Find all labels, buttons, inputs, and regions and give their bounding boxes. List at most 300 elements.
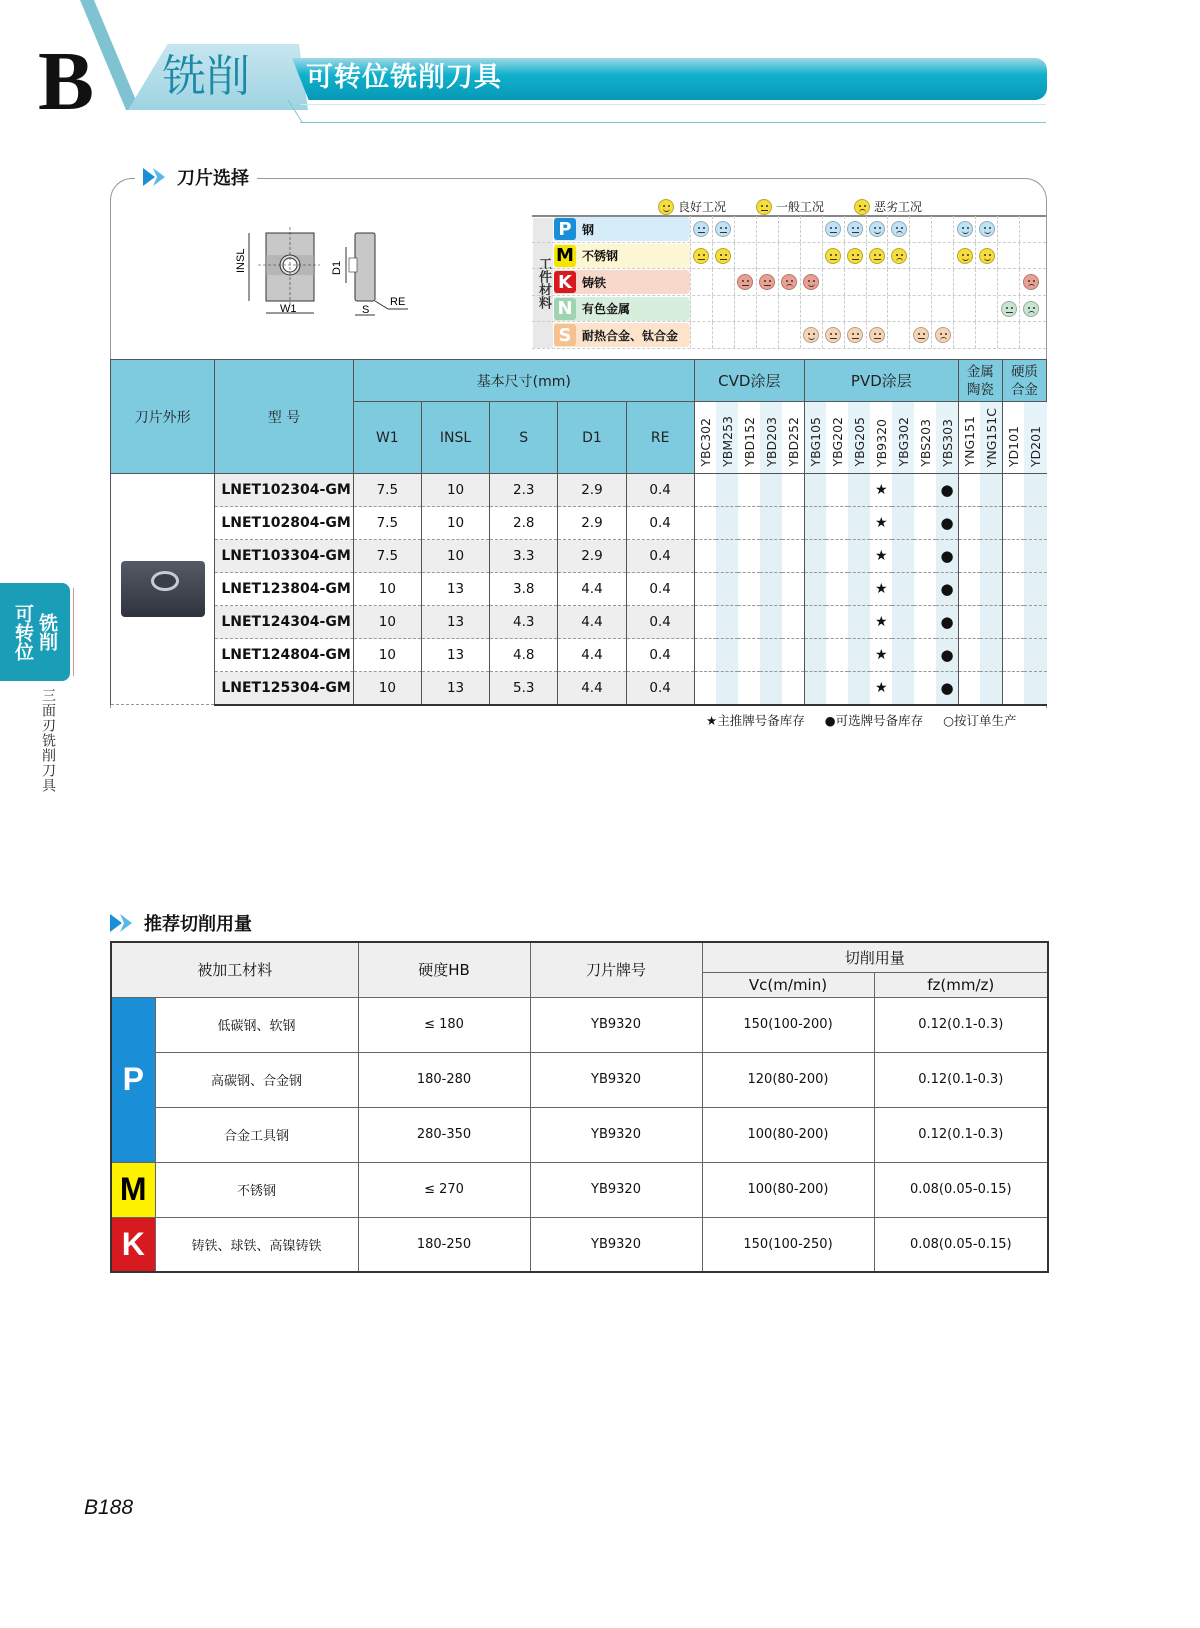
neutral-face-icon [847, 327, 863, 343]
grade-cell: YB9320 [530, 1162, 702, 1217]
bad-face-icon [891, 248, 907, 264]
grade-header-ybd252 [782, 402, 804, 474]
dim-cell-re: 0.4 [626, 639, 694, 672]
double-chevron-icon [110, 914, 138, 932]
grade-cell-ybc302 [694, 606, 716, 639]
condition-cell [690, 322, 712, 348]
condition-cell [800, 296, 822, 322]
model-cell: LNET123804-GM [215, 573, 353, 606]
grade-group-header [1002, 360, 1046, 402]
grade-cell: YB9320 [530, 1217, 702, 1272]
dim-cell-s: 3.3 [490, 540, 558, 573]
material-cell: 不锈钢 [155, 1162, 358, 1217]
dim-cell-s: 2.3 [490, 474, 558, 507]
legend-bad [854, 198, 922, 215]
grade-group-label: PVD涂层 [850, 372, 912, 390]
grade-cell-ybg205 [848, 474, 870, 507]
material-name: 不锈钢 [582, 249, 619, 263]
grade-cell-ybs203 [914, 672, 936, 705]
condition-cell [909, 243, 931, 269]
section-title: 推荐切削用量 [144, 914, 252, 935]
condition-cell [712, 216, 734, 242]
condition-cell [931, 322, 953, 348]
condition-cell [887, 243, 909, 269]
svg-text:S: S [362, 304, 370, 316]
good-face-icon [869, 221, 885, 237]
grade-cell-ybs303: ● [936, 606, 958, 639]
material-condition-table [532, 216, 1046, 349]
grade-cell-ybd252 [782, 540, 804, 573]
grade-cell-yd101 [1002, 540, 1024, 573]
section-title: 刀片选择 [177, 168, 249, 189]
table-row [111, 606, 1047, 639]
grade-cell-yd101 [1002, 507, 1024, 540]
grade-header-ybs303 [936, 402, 958, 474]
material-cell: 低碳钢、软钢 [155, 997, 358, 1052]
bad-face-icon [1023, 274, 1039, 290]
grade-cell: YB9320 [530, 997, 702, 1052]
vc-cell: 150(100-250) [702, 1217, 874, 1272]
neutral-face-icon [693, 221, 709, 237]
side-tab-indexable-milling[interactable] [0, 583, 70, 681]
double-chevron-icon [143, 168, 171, 186]
grade-cell-yd101 [1002, 672, 1024, 705]
grade-label: YBC302 [698, 418, 714, 467]
grade-cell-yd201 [1024, 573, 1046, 606]
grade-label: YBG202 [829, 417, 845, 467]
legend-good [658, 198, 726, 215]
neutral-face-icon [715, 221, 731, 237]
legend-label: 良好工况 [678, 200, 727, 214]
legend-label: 一般工况 [776, 200, 825, 214]
condition-cell [909, 322, 931, 348]
grade-cell-ybg302 [892, 573, 914, 606]
grade-cell-ybs203 [914, 573, 936, 606]
grade-cell-yng151 [958, 474, 980, 507]
neutral-face-icon [693, 248, 709, 264]
condition-cell [953, 269, 975, 295]
dim-cell-w1: 10 [353, 672, 421, 705]
grade-header-yd201 [1024, 402, 1046, 474]
condition-cell [997, 296, 1019, 322]
material-label [554, 244, 690, 268]
model-cell: LNET103304-GM [215, 540, 353, 573]
grade-cell-ybd152 [738, 606, 760, 639]
col-header-model: 型 号 [215, 360, 353, 474]
dim-cell-s: 4.8 [490, 639, 558, 672]
condition-cell [800, 216, 822, 242]
grade-header-yb9320 [870, 402, 892, 474]
dim-cell-re: 0.4 [626, 507, 694, 540]
grade-cell-ybg205 [848, 540, 870, 573]
model-cell: LNET102304-GM [215, 474, 353, 507]
dim-cell-s: 4.3 [490, 606, 558, 639]
grade-cell-yd201 [1024, 606, 1046, 639]
material-name: 铸铁 [582, 275, 607, 290]
grade-label: YBD152 [741, 417, 757, 467]
side-tab-divider [73, 588, 74, 676]
grade-cell-yng151 [958, 540, 980, 573]
condition-cell [756, 296, 778, 322]
neutral-face-icon [737, 274, 753, 290]
grade-header-ybg205 [848, 402, 870, 474]
condition-cell [953, 243, 975, 269]
dim-cell-insl: 13 [421, 573, 489, 606]
condition-cell [866, 243, 888, 269]
material-name: 耐热合金、钛合金 [582, 328, 679, 343]
grade-cell-yd201 [1024, 540, 1046, 573]
col-header-hardness: 硬度HB [358, 942, 530, 997]
condition-cell [975, 322, 997, 348]
grade-cell-ybd203 [760, 540, 782, 573]
condition-cell [778, 243, 800, 269]
grade-cell-ybg105 [804, 474, 826, 507]
dim-cell-w1: 7.5 [353, 507, 421, 540]
grade-cell-ybd152 [738, 639, 760, 672]
grade-header-ybd152 [738, 402, 760, 474]
material-row-m [532, 243, 1046, 270]
grade-cell-ybg202 [826, 474, 848, 507]
condition-cell [887, 269, 909, 295]
neutral-face-icon [759, 274, 775, 290]
condition-cell [866, 216, 888, 242]
material-group-k: K [111, 1217, 155, 1272]
table-row [111, 639, 1047, 672]
condition-cell [756, 216, 778, 242]
dim-cell-d1: 2.9 [558, 540, 626, 573]
dim-cell-insl: 10 [421, 474, 489, 507]
grade-cell-ybc302 [694, 672, 716, 705]
grade-cell-yb9320: ★ [870, 540, 892, 573]
hardness-cell: ≤ 180 [358, 997, 530, 1052]
grade-cell-yb9320: ★ [870, 672, 892, 705]
condition-cell [887, 216, 909, 242]
condition-cell [997, 322, 1019, 348]
grade-cell-ybs303: ● [936, 474, 958, 507]
col-header-shape: 刀片外形 [111, 360, 215, 474]
grade-cell-yd101 [1002, 573, 1024, 606]
condition-cell [1019, 243, 1041, 269]
grade-cell-ybs203 [914, 474, 936, 507]
cutting-params-heading [110, 910, 252, 936]
grade-label: YBS303 [939, 419, 955, 467]
table-row [111, 507, 1047, 540]
header-divider [300, 122, 1046, 123]
neutral-face-icon [825, 327, 841, 343]
grade-cell-ybg205 [848, 606, 870, 639]
table-row [111, 540, 1047, 573]
grade-cell-ybs203 [914, 606, 936, 639]
condition-cell [822, 243, 844, 269]
neutral-face-icon [847, 248, 863, 264]
grade-header-ybg105 [804, 402, 826, 474]
side-subtitle: 三面刃铣削刀具 [40, 688, 56, 793]
condition-cell [997, 216, 1019, 242]
grade-cell-ybm253 [716, 474, 738, 507]
grade-cell-yb9320: ★ [870, 573, 892, 606]
dim-cell-w1: 7.5 [353, 540, 421, 573]
grade-cell-ybg105 [804, 540, 826, 573]
condition-cell [844, 269, 866, 295]
dim-cell-insl: 10 [421, 540, 489, 573]
grade-cell-yng151 [958, 639, 980, 672]
grade-cell-yd201 [1024, 507, 1046, 540]
good-face-icon [957, 248, 973, 264]
condition-cell [756, 269, 778, 295]
grade-cell-ybc302 [694, 639, 716, 672]
fz-cell: 0.12(0.1-0.3) [874, 1107, 1048, 1162]
col-header-cutting: 切削用量 [702, 942, 1048, 972]
header-divider [300, 104, 1046, 105]
col-header-grade: 刀片牌号 [530, 942, 702, 997]
grade-cell-ybs303: ● [936, 507, 958, 540]
neutral-face-icon [869, 327, 885, 343]
stock-legend-item: ○按订单生产 [943, 713, 1017, 728]
grade-cell-ybm253 [716, 540, 738, 573]
grade-cell-ybg302 [892, 606, 914, 639]
condition-cell [909, 296, 931, 322]
grade-label: YNG151 [962, 416, 978, 467]
condition-legend [658, 198, 922, 215]
col-header-vc: Vc(m/min) [702, 972, 874, 997]
condition-cell [822, 269, 844, 295]
grade-cell-yng151c [980, 474, 1002, 507]
axis-label-text: 工件材料 [536, 257, 551, 309]
grade-cell-ybg302 [892, 474, 914, 507]
condition-cell [778, 296, 800, 322]
condition-cell [1019, 322, 1041, 348]
material-row-k [532, 269, 1046, 296]
grade-cell-ybd152 [738, 540, 760, 573]
good-face-icon [979, 221, 995, 237]
grade-cell-ybc302 [694, 474, 716, 507]
material-label [554, 323, 690, 347]
material-name: 有色金属 [582, 302, 631, 316]
page-title: 可转位铣削刀具 [306, 62, 502, 93]
condition-cell [953, 296, 975, 322]
grade-cell-ybc302 [694, 573, 716, 606]
insert-photo [121, 561, 205, 617]
vc-cell: 100(80-200) [702, 1107, 874, 1162]
neutral-face-icon [847, 221, 863, 237]
table-row [111, 1162, 1048, 1217]
grade-cell-ybg302 [892, 639, 914, 672]
material-row-n [532, 296, 1046, 323]
table-row [111, 474, 1047, 507]
grade-label: YBG205 [851, 417, 867, 467]
dim-cell-w1: 10 [353, 606, 421, 639]
material-cell: 铸铁、球铁、高镍铸铁 [155, 1217, 358, 1272]
dim-cell-d1: 4.4 [558, 606, 626, 639]
grade-cell-ybg202 [826, 573, 848, 606]
material-name: 钢 [582, 222, 595, 237]
insert-dimension-diagram [228, 225, 428, 325]
grade-cell-yng151c [980, 606, 1002, 639]
neutral-face-icon [756, 199, 772, 215]
dim-cell-d1: 2.9 [558, 474, 626, 507]
table-row [111, 997, 1048, 1052]
condition-cell [822, 322, 844, 348]
grade-cell-ybm253 [716, 573, 738, 606]
good-face-icon [803, 327, 819, 343]
dim-cell-re: 0.4 [626, 474, 694, 507]
grade-header-ybg202 [826, 402, 848, 474]
insert-selection-heading [135, 164, 257, 190]
condition-cell [887, 296, 909, 322]
condition-cell [734, 322, 756, 348]
grade-cell-ybd203 [760, 639, 782, 672]
condition-cell [712, 243, 734, 269]
grade-cell-ybd252 [782, 507, 804, 540]
bad-face-icon [854, 199, 870, 215]
grade-cell-yb9320: ★ [870, 639, 892, 672]
condition-cell [931, 216, 953, 242]
grade-cell-ybd152 [738, 672, 760, 705]
dim-cell-d1: 4.4 [558, 573, 626, 606]
dim-cell-insl: 13 [421, 639, 489, 672]
neutral-face-icon [913, 327, 929, 343]
col-header-re: RE [626, 402, 694, 474]
legend-label: 恶劣工况 [874, 200, 923, 214]
grade-label: YBM253 [719, 416, 735, 467]
legend-neutral [756, 198, 824, 215]
hardness-cell: 180-280 [358, 1052, 530, 1107]
table-row [111, 1052, 1048, 1107]
hardness-cell: 180-250 [358, 1217, 530, 1272]
grade-cell-ybm253 [716, 672, 738, 705]
material-code-badge: K [554, 271, 576, 293]
condition-cell [953, 216, 975, 242]
grade-cell-yng151c [980, 639, 1002, 672]
condition-cell [931, 243, 953, 269]
grade-cell-ybd152 [738, 474, 760, 507]
material-group-p: P [111, 997, 155, 1162]
grade-cell-ybd252 [782, 639, 804, 672]
condition-cell [909, 216, 931, 242]
model-cell: LNET124804-GM [215, 639, 353, 672]
bad-face-icon [891, 221, 907, 237]
condition-cell [887, 322, 909, 348]
grade-cell-ybd252 [782, 672, 804, 705]
grade-header-ybd203 [760, 402, 782, 474]
grade-cell-ybd152 [738, 507, 760, 540]
hardness-cell: 280-350 [358, 1107, 530, 1162]
condition-cell [997, 243, 1019, 269]
dim-cell-w1: 10 [353, 573, 421, 606]
grade-cell-ybg105 [804, 507, 826, 540]
grade-cell-yb9320: ★ [870, 474, 892, 507]
grade-cell-ybg105 [804, 606, 826, 639]
condition-cell [690, 296, 712, 322]
condition-cell [844, 216, 866, 242]
condition-cell [778, 216, 800, 242]
grade-group-header [958, 360, 1002, 402]
grade-header-ybc302 [694, 402, 716, 474]
grade-cell-ybs203 [914, 540, 936, 573]
condition-cell [734, 269, 756, 295]
vc-cell: 150(100-200) [702, 997, 874, 1052]
condition-cell [953, 322, 975, 348]
condition-cell [778, 322, 800, 348]
grade-cell-ybm253 [716, 639, 738, 672]
condition-cell [822, 296, 844, 322]
grade-cell-ybg302 [892, 540, 914, 573]
grade-cell-yd101 [1002, 639, 1024, 672]
condition-cell [844, 296, 866, 322]
good-face-icon [658, 199, 674, 215]
good-face-icon [957, 221, 973, 237]
condition-cell [800, 322, 822, 348]
grade-cell-yd201 [1024, 474, 1046, 507]
grade-group-header [694, 360, 804, 402]
condition-cell [712, 296, 734, 322]
grade-cell-yng151c [980, 540, 1002, 573]
grade-cell-ybg302 [892, 672, 914, 705]
material-code-badge: S [554, 324, 576, 346]
grade-label: YD101 [1006, 425, 1022, 467]
dim-cell-re: 0.4 [626, 672, 694, 705]
grade-cell-ybg205 [848, 573, 870, 606]
grade-cell-ybg105 [804, 639, 826, 672]
condition-cell [909, 269, 931, 295]
grade-cell-ybd152 [738, 573, 760, 606]
condition-cell [690, 269, 712, 295]
side-tab-label-1: 铣削 [36, 613, 58, 651]
condition-cell [800, 269, 822, 295]
fz-cell: 0.08(0.05-0.15) [874, 1217, 1048, 1272]
grade-cell-yng151c [980, 507, 1002, 540]
material-code-badge: M [554, 245, 576, 267]
condition-cell [734, 243, 756, 269]
grade-cell-yng151 [958, 606, 980, 639]
condition-cell [975, 243, 997, 269]
grade-cell-ybd203 [760, 606, 782, 639]
condition-cell [844, 243, 866, 269]
neutral-face-icon [715, 248, 731, 264]
grade-header-yd101 [1002, 402, 1024, 474]
condition-cell [866, 322, 888, 348]
neutral-face-icon [825, 221, 841, 237]
grade-cell-ybs303: ● [936, 672, 958, 705]
grade-cell-ybs303: ● [936, 540, 958, 573]
dim-cell-w1: 10 [353, 639, 421, 672]
grade-label: YBS203 [917, 419, 933, 467]
material-cell: 合金工具钢 [155, 1107, 358, 1162]
dim-cell-s: 3.8 [490, 573, 558, 606]
grade-header-ybs203 [914, 402, 936, 474]
grade-cell-ybg105 [804, 573, 826, 606]
grade-header-ybm253 [716, 402, 738, 474]
insert-spec-table [110, 359, 1047, 706]
condition-cell [712, 269, 734, 295]
grade-cell-yb9320: ★ [870, 507, 892, 540]
dim-cell-insl: 13 [421, 672, 489, 705]
fz-cell: 0.12(0.1-0.3) [874, 1052, 1048, 1107]
col-header-basic-dims: 基本尺寸(mm) [353, 360, 694, 402]
grade-cell-ybd203 [760, 672, 782, 705]
condition-cell [975, 296, 997, 322]
grade-cell-ybg202 [826, 639, 848, 672]
condition-cell [690, 243, 712, 269]
section-letter: B [38, 35, 95, 128]
grade-label: YB9320 [873, 418, 889, 467]
col-header-insl: INSL [421, 402, 489, 474]
condition-cell [756, 243, 778, 269]
col-header-w1: W1 [353, 402, 421, 474]
grade-cell-ybg205 [848, 672, 870, 705]
model-cell: LNET125304-GM [215, 672, 353, 705]
grade-cell-ybc302 [694, 540, 716, 573]
